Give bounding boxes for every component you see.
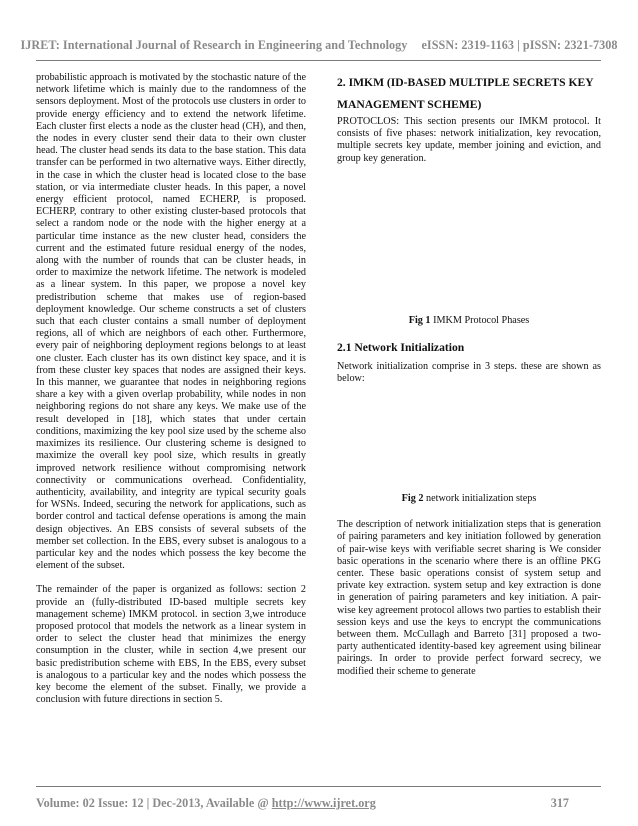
- running-footer: [36, 796, 601, 811]
- header-rule: [36, 60, 601, 61]
- section-heading: 2. IMKM (ID-BASED MULTIPLE SECRETS KEY MANAGEMENT SCHEME): [337, 76, 594, 111]
- description-paragraph: The description of network initialization steps that is generation of pairing parameters and key initiation followed by generation of pair-wise keys with verifiable secret sharing is We consider basic operations in the scenario where there is an offline PKG center. These basic operations consist of system setup and private key extraction. system setup and key extraction is done in generation of pairing parameters and key initiation. A pair-wise key agreement protocol allows two parties to establish their session keys and use the keys to encrypt the communications between them. McCullagh and Barreto [31] proposed a two-party authenticated identity-based key agreement using bilinear pairings. In order to provide perfect forward secrecy, we modified their scheme to generate: [337, 519, 601, 677]
- figure-1-label: Fig 1: [408, 314, 431, 326]
- figure-2-text: network initialization steps: [426, 493, 537, 505]
- figure-1-text: IMKM Protocol Phases: [433, 314, 530, 326]
- right-column: [337, 72, 601, 678]
- section-paragraph: PROTOCLOS: This section presents our IMKM protocol. It consists of five phases: network initialization, key revocation, multiple secrets key update, member joining and eviction, and group key generation.: [337, 116, 601, 164]
- journal-link[interactable]: http://www.ijret.org: [271, 796, 376, 810]
- issn-info: eISSN: 2319-1163 | pISSN: 2321-7308: [421, 38, 618, 52]
- figure-2-label: Fig 2: [401, 493, 424, 505]
- organization-paragraph: The remainder of the paper is organized as follows: section 2 provide an (fully-distributed ID-based multiple secrets key management scheme) IMKM protocol. in section 3,we introduce proposed protocol that models the network as a linear system in order to select the cluster head that minimizes the energy consumption in the cluster, while in section 4,we present our basic predistribution scheme with EBS, In the EBS, every subset is analogous to a particular key and the nodes which possess the key become the element of the subset. Finally, we provide a conclusion with future directions in section 5.: [36, 584, 306, 706]
- footer-volume: Volume: 02 Issue: 12 | Dec-2013, Available @: [36, 796, 272, 810]
- figure-2-caption: [337, 493, 601, 505]
- subsection-heading: 2.1 Network Initialization: [337, 340, 465, 354]
- page-number: 317: [550, 796, 569, 810]
- footer-rule: [36, 786, 601, 787]
- intro-paragraph: probabilistic approach is motivated by the stochastic nature of the network lifetime which is mainly due to the randomness of the sensors deployment. Most of the protocols use clusters in order to provide energy efficiency and to extend the network lifetime. Each cluster first elects a node as the cluster head (CH), and then, the nodes in every cluster send their data to their own cluster head. The cluster head sends its data to the base station. This data transfer can be performed in two alternative ways. Either directly, in the case in which the cluster head is located close to the base station, or via intermediate cluster heads. In this paper, a novel energy efficient protocol, named ECHERP, is proposed. ECHERP, contrary to other existing cluster-based protocols that select a random node or the node with the higher energy at a particular time instance as the new cluster head, considers the current and the estimated future residual energy of the nodes, along with the number of rounds that can be cluster heads, in order to maximize the network lifetime. The network is modeled as a linear system. In this paper, we propose a novel key predistribution scheme that makes use of region-based deployment knowledge. Our scheme constructs a set of clusters such that each cluster contains a small number of deployment regions, all of which are neighbors of each other. Furthermore, every pair of neighboring deployment regions belongs to at least one cluster. Each cluster has its own distinct key space, and it is from these cluster key spaces that nodes are assigned their keys. In this manner, we guarantee that nodes in neighboring regions share a key with a given overlap probability, while nodes in non neighboring regions do not share any keys. We make use of the result developed in [18], which states that under certain conditions, maximizing the key pool size used by the scheme also maximizes its resilience. Our clustering scheme is designed to maximize the overall key pool size, which results in greatly improved network resilience without compromising network connectivity or communications overhead. Confidentiality, authenticity, availability, and integrity are typical security goals for WSNs. Indeed, securing the network for applications, such as border control and tactical defense operations is among the main design objectives. An EBS consists of several subsets of the member set collection. In the EBS, every subset is analogous to a particular key and the nodes which possess the key become the element of the subset.: [36, 72, 306, 572]
- journal-name: IJRET: International Journal of Research in Engineering and Technology: [20, 38, 408, 52]
- figure-1-caption: [337, 315, 601, 327]
- left-column: [36, 72, 306, 706]
- figure-1-area: [337, 165, 601, 315]
- subsection-paragraph: Network initialization comprise in 3 steps. these are shown as below:: [337, 360, 601, 385]
- running-header: [0, 38, 638, 53]
- figure-2-area: [337, 385, 601, 493]
